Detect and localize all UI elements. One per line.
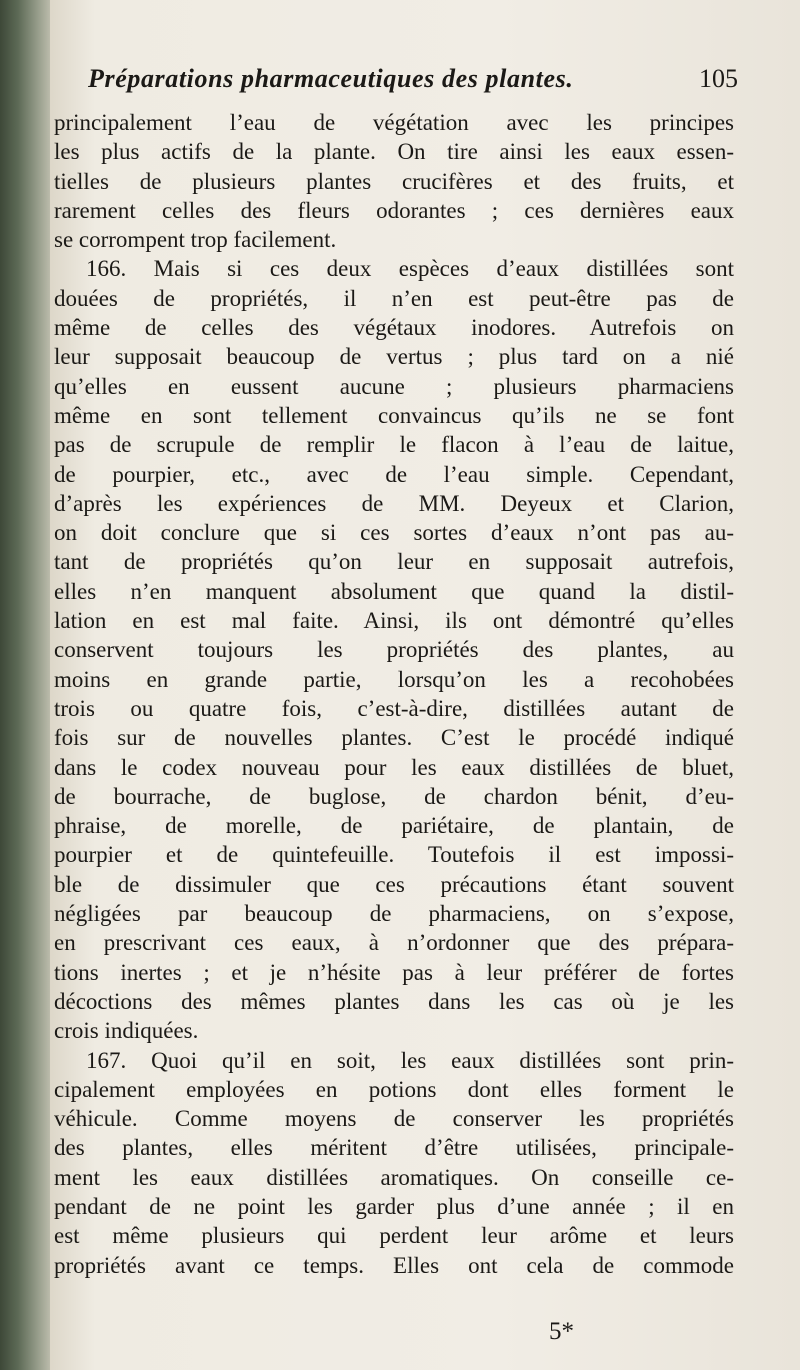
text-line: ment les eaux distillées aromatiques. On conseille ce- — [54, 1164, 734, 1190]
text-line: les plus actifs de la plante. On tire ainsi les eaux essen- — [54, 139, 734, 165]
text-line: de bourrache, de buglose, de chardon bénit, d’eu- — [54, 783, 734, 809]
text-line: qu’elles en eussent aucune ; plusieurs pharmaciens — [54, 373, 734, 399]
text-line: véhicule. Comme moyens de conserver les propriétés — [54, 1106, 734, 1132]
text-line: trois ou quatre fois, c’est-à-dire, distillées autant de — [54, 695, 734, 721]
text-line: négligées par beaucoup de pharmaciens, on s’expose, — [54, 901, 734, 927]
text-line: se corrompent trop facilement. — [54, 227, 337, 253]
text-line: ble de dissimuler que ces précautions étant souvent — [54, 871, 734, 897]
running-title: Préparations pharmaceutiques des plantes. — [88, 64, 574, 93]
page-header — [88, 64, 738, 104]
text-line: principalement l’eau de végétation avec les principes — [54, 110, 734, 135]
text-line: tielles de plusieurs plantes crucifères et des fruits, et — [54, 168, 734, 194]
signature-mark: 5* — [549, 1318, 574, 1345]
text-line: pourpier et de quintefeuille. Toutefois il est impossi- — [54, 842, 734, 868]
text-line: des plantes, elles méritent d’être utilisées, principale- — [54, 1135, 734, 1161]
text-line: pendant de ne point les garder plus d’une année ; il en — [54, 1193, 734, 1219]
body-text — [54, 108, 734, 1280]
text-line: est même plusieurs qui perdent leur arôme et leurs — [54, 1223, 734, 1249]
text-line: de pourpier, etc., avec de l’eau simple. Cependant, — [54, 461, 734, 487]
text-line: 166. Mais si ces deux espèces d’eaux distillées sont — [86, 256, 734, 282]
text-line: phraise, de morelle, de pariétaire, de plantain, de — [54, 813, 734, 839]
text-line: 167. Quoi qu’il en soit, les eaux distillées sont prin- — [86, 1047, 734, 1073]
text-line: douées de propriétés, il n’en est peut-être pas de — [54, 285, 734, 311]
text-line: pas de scrupule de remplir le flacon à l’eau de laitue, — [54, 432, 734, 458]
text-line: propriétés avant ce temps. Elles ont cela de commode — [54, 1252, 734, 1278]
text-line: cipalement employées en potions dont elles forment le — [54, 1076, 734, 1102]
text-line: d’après les expériences de MM. Deyeux et Clarion, — [54, 490, 734, 516]
text-line: fois sur de nouvelles plantes. C’est le procédé indiqué — [54, 725, 734, 751]
text-line: tions inertes ; et je n’hésite pas à leur préférer de fortes — [54, 959, 734, 985]
text-line: conservent toujours les propriétés des plantes, au — [54, 637, 734, 663]
text-line: même en sont tellement convaincus qu’ils ne se font — [54, 402, 734, 428]
text-line: elles n’en manquent absolument que quand la distil- — [54, 578, 734, 604]
page-number: 105 — [699, 64, 738, 93]
text-line: leur supposait beaucoup de vertus ; plus tard on a nié — [54, 344, 734, 370]
text-line: rarement celles des fleurs odorantes ; ces dernières eaux — [54, 197, 734, 223]
text-line: tant de propriétés qu’on leur en supposait autrefois, — [54, 549, 734, 575]
text-line: lation en est mal faite. Ainsi, ils ont démontré qu’elles — [54, 608, 734, 634]
text-line: crois indiquées. — [54, 1018, 199, 1044]
text-line: dans le codex nouveau pour les eaux distillées de bluet, — [54, 754, 734, 780]
text-line: on doit conclure que si ces sortes d’eaux n’ont pas au- — [54, 520, 734, 546]
text-line: même de celles des végétaux inodores. Autrefois on — [54, 315, 734, 341]
text-line: en prescrivant ces eaux, à n’ordonner que des prépara- — [54, 930, 734, 956]
text-line: décoctions des mêmes plantes dans les cas où je les — [54, 988, 734, 1014]
text-line: moins en grande partie, lorsqu’on les a recohobées — [54, 666, 734, 692]
